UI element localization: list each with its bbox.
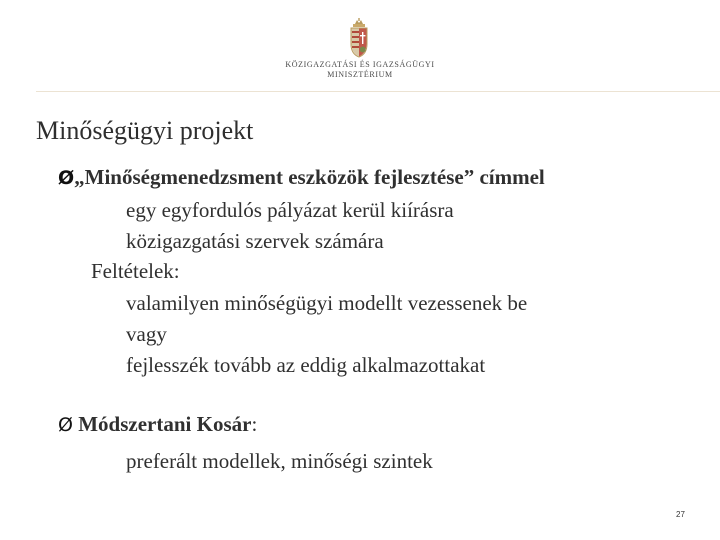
page-number: 27 [676, 510, 685, 519]
bullet-1-text: „Minőségmenedzsment eszközök fejlesztése” címmel [74, 165, 545, 189]
ministry-line-1: KÖZIGAZGATÁSI ÉS IGAZSÁGÜGYI [285, 60, 435, 69]
bullet-2 [58, 412, 257, 437]
bullet-2-bold-text: Módszertani Kosár [78, 412, 252, 436]
coat-of-arms-icon [347, 18, 371, 58]
bullet-1-line-5: vagy [126, 322, 167, 346]
header-divider [36, 91, 720, 92]
slide-title: Minőségügyi projekt [36, 116, 254, 145]
bullet-1-line-3: Feltételek: [91, 259, 180, 283]
bullet-1-line-6: fejlesszék tovább az eddig alkalmazottakat [126, 353, 486, 377]
bullet-1-line-1: egy egyfordulós pályázat kerül kiírásra [126, 198, 454, 222]
bullet-2-line-1: preferált modellek, minőségi szintek [126, 449, 433, 473]
ministry-line-2: MINISZTÉRIUM [327, 70, 393, 79]
slide-header [0, 0, 720, 92]
ministry-name [250, 60, 470, 80]
arrow-bullet-icon: Ø [58, 414, 73, 436]
bullet-1 [58, 165, 545, 190]
bullet-1-line-2: közigazgatási szervek számára [126, 229, 384, 253]
bullet-2-suffix: : [251, 412, 258, 436]
arrow-bullet-icon: Ø [58, 167, 75, 189]
bullet-1-line-4: valamilyen minőségügyi modellt vezessenek be [126, 291, 528, 315]
